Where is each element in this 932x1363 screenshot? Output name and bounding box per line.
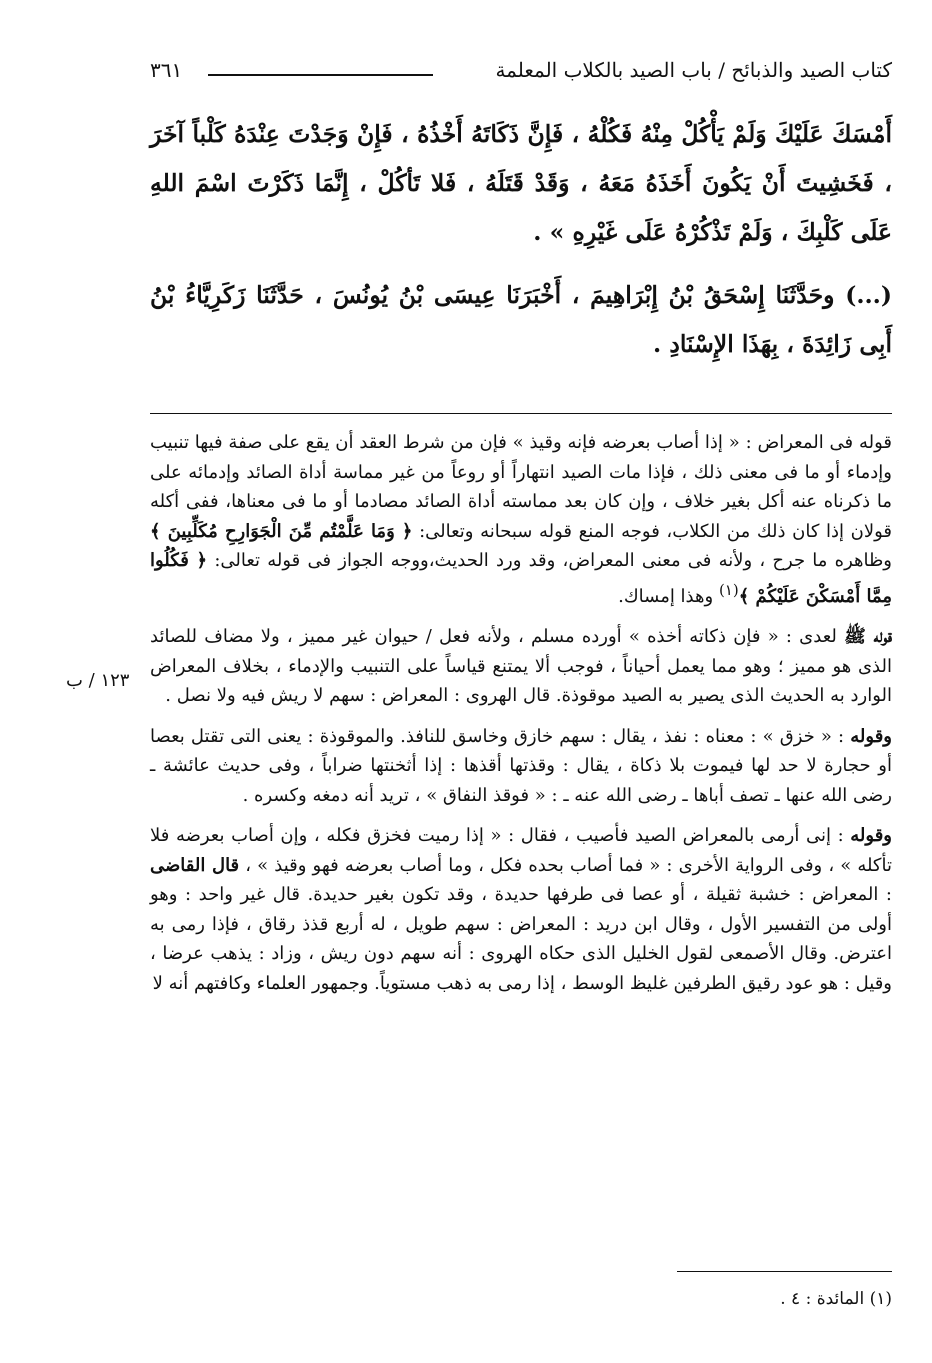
commentary-text: قوله فى المعراض : « إذا أصاب بعرضه فإنه وقيذ » فإن من شرط العقد أن يقع على صفة فيها تنبيب وإدماء أو ما فى معنى ذلك ، فإذا مات الصيد انتهاراً أو روعاً من غير مماسة أداة الصائد وإدمائه على ما ذكرناه عنه أكل بغير خلاف ، وإن كان بعد مماسته أداة الصائد مصادما أو ما فى معناها، ففى أكله قولان إذا كان ذلك من الكلاب، فوجه المنع قوله سبحانه وتعالى:: [150, 432, 892, 542]
speaker-label: قال القاضى: [150, 854, 240, 876]
commentary-text: وهذا إمساك.: [618, 585, 714, 607]
commentary-paragraph: [150, 821, 892, 998]
commentary-paragraph: [150, 722, 892, 811]
page-number: ٣٦١: [150, 58, 183, 82]
quran-verse: ﴿ فَكُلُوا مِمَّا أَمْسَكْنَ عَلَيْكُمْ ﴾: [150, 550, 892, 607]
hadith-text: [150, 110, 892, 369]
commentary-text: : « خزق » : معناه : نفذ ، يقال : سهم خازق وخاسق للنافذ. والموقوذة : يعنى التى تقتل بعصا أو حجارة لا حد لها فيموت بلا ذكاة ، يقال : وقذتها أقذها : إذا أثخنتها ضراباً ، وفى حديث عائشة ـ رضى الله عنها ـ تصف أباها ـ رضى الله عنه ـ : « فوقذ النفاق » ، تريد أنه دمغه وكسره .: [150, 725, 893, 806]
commentary-paragraph: [150, 428, 892, 611]
paragraph-lead: وقوله: [850, 825, 892, 846]
commentary-text: وظاهره ما جرح ، ولأنه فى معنى المعراض، وقد ورد الحديث،ووجه الجواز فى قوله تعالى:: [214, 550, 892, 571]
commentary-text: لعدى : « فإن ذكاته أخذه » أورده مسلم ، ولأنه فعل / حيوان غير مميز ، ولا مضاف للصائد الذى هو مميز ؛ وهو مما يعمل أحياناً ، فوجب ألا يمتنع قياساً على التنبيب والإدماء ، بخلاف المعراض الوارد به الحديث الذى يصير به الصيد موقوذة. قال الهروى : المعراض : سهم لا ريش فيه ولا نصل .: [150, 626, 892, 706]
chapter-title: كتاب الصيد والذبائح / باب الصيد بالكلاب المعلمة: [495, 58, 892, 82]
paragraph-lead: وقوله: [850, 725, 892, 747]
quran-verse: ﴿ وَمَا عَلَّمْتُم مِّنَ الْجَوَارِحِ مُكَلِّبِينَ ﴾: [150, 520, 413, 542]
paragraph-lead: قوله ﷺ: [844, 626, 892, 647]
commentary-paragraph: [150, 622, 892, 711]
header-rule: [208, 74, 433, 76]
running-header: [150, 58, 892, 92]
commentary: [150, 428, 892, 998]
section-divider: [150, 413, 892, 414]
hadith-chain-paragraph: (...) وحَدَّثَنَا إِسْحَقُ بْنُ إِبْرَاهِيمَ ، أَخْبَرَنَا عِيسَى بْنُ يُونُسَ ، حَدَّثَنَا زَكَرِيَّاءُ بْنُ أَبِى زَائِدَةَ ، بِهَذَا الإِسْنَادِ .: [150, 281, 892, 358]
commentary-text: : إنى أرمى بالمعراض الصيد فأصيب ، فقال : « إذا رميت فخزق فكله ، وإن أصاب بعرضه فلا تأكله » ، وفى الرواية الأخرى : « فما أصاب بحده فكل ، وما أصاب بعرضه فهو وقيذ » ،: [150, 825, 892, 876]
footnote-ref: (١): [718, 580, 739, 599]
hadith-paragraph: أَمْسَكَ عَلَيْكَ وَلَمْ يَأْكُلْ مِنْهُ فَكُلْهُ ، فَإِنَّ ذَكَاتَهُ أَخْذُهُ ، فَإِنْ وَجَدْتَ عِنْدَهُ كَلْباً آخَرَ ، فَخَشِيتَ أَنْ يَكُونَ أَخَذَهُ مَعَهُ ، وَقَدْ قَتَلَهُ ، فَلا تَأكُلْ ، إِنَّمَا ذَكَرْتَ اسْمَ اللهِ عَلَى كَلْبِكَ ، وَلَمْ تَذْكُرْهُ عَلَى غَيْرِهِ » .: [150, 120, 892, 246]
footnote-divider: [677, 1271, 892, 1272]
commentary-text: : المعراض : خشبة ثقيلة ، أو عصا فى طرفها حديدة ، وقد تكون بغير حديدة. قال غير واحد : وهو أولى من التفسير الأول ، وقال ابن دريد : المعراض : سهم طويل ، له أربع قذذ رقاق ، فإذا رمى به اعترض. وقال الأصمعى لقول الخليل الذى حكاه الهروى : أنه سهم دون ريش ، وزاد : يذهب عرضا ، وقيل : هو عود رقيق الطرفين غليظ الوسط ، إذا رمى به ذهب مستوياً. وجمهور العلماء وكافتهم أنه لا: [150, 884, 892, 994]
footnote: (١) المائدة : ٤ .: [780, 1289, 892, 1309]
manuscript-folio-note: ١٢٣ / ب: [66, 670, 130, 691]
